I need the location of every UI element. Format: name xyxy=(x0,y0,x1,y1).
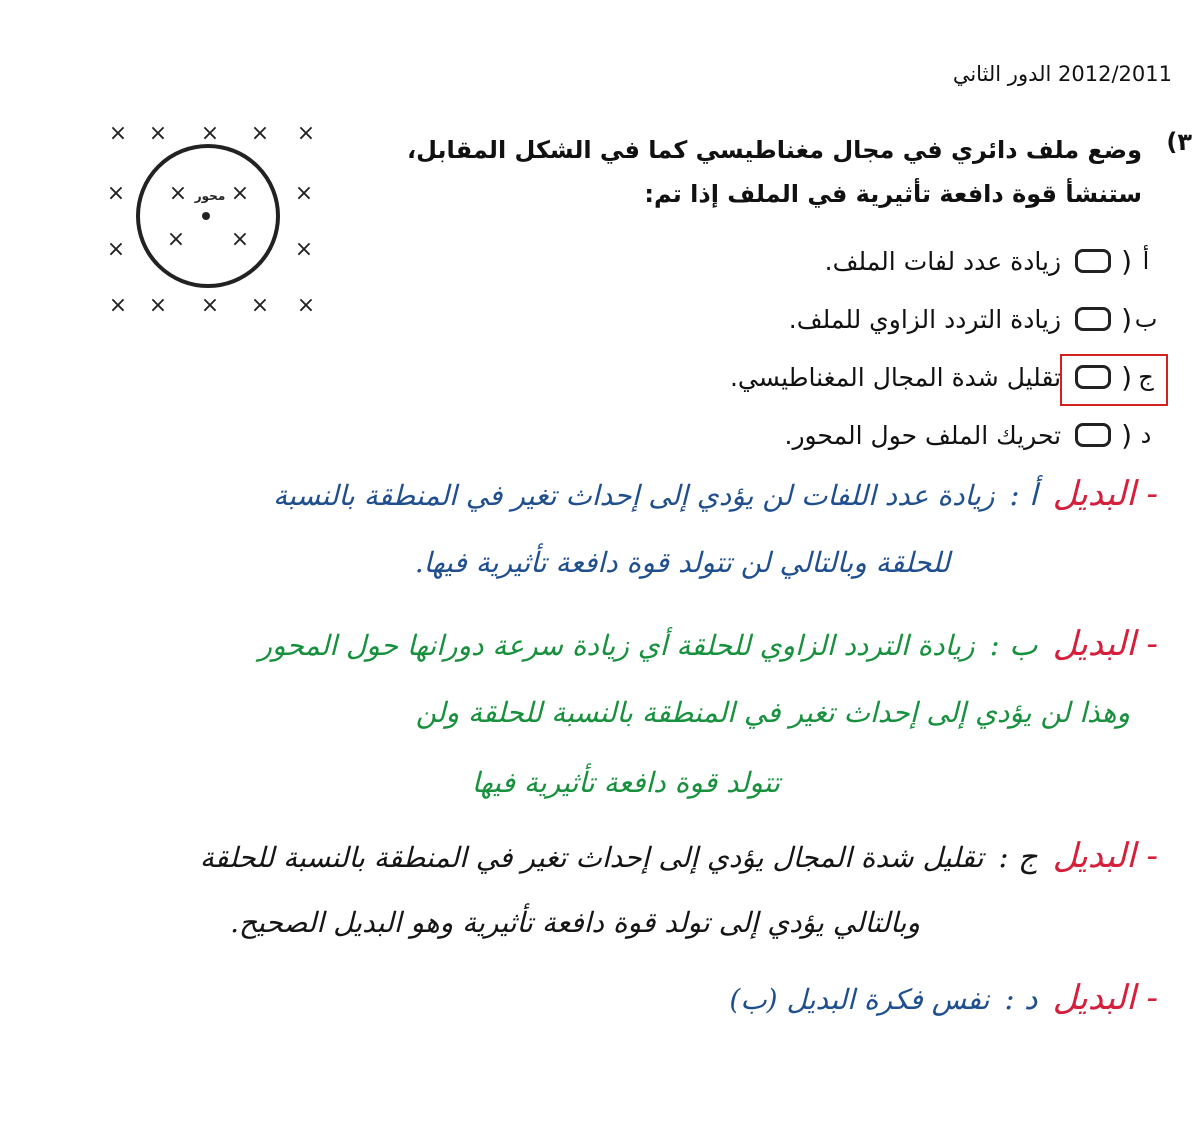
option-checkbox[interactable] xyxy=(1075,423,1111,447)
field-x-mark: × xyxy=(250,121,270,146)
option-letter: د xyxy=(1140,421,1152,449)
paren-glyph: ( xyxy=(1121,418,1132,452)
field-x-mark: × xyxy=(200,293,220,318)
field-x-mark: × xyxy=(250,293,270,318)
option-c[interactable] xyxy=(730,348,1160,406)
question-text-line: ستنشأ قوة دافعة تأثيرية في الملف إذا تم: xyxy=(644,180,1142,208)
options-list xyxy=(730,232,1160,464)
option-d[interactable] xyxy=(730,406,1160,464)
field-x-mark: × xyxy=(108,121,128,146)
answer-label: - البديل xyxy=(1052,474,1158,514)
answer-b-line-2: وهذا لن يؤدي إلى إحداث تغير في المنطقة بالنسبة للحلقة ولن xyxy=(415,696,1130,729)
field-x-mark: × xyxy=(296,293,316,318)
option-text: تحريك الملف حول المحور. xyxy=(784,420,1062,450)
answer-d-line-1 xyxy=(729,978,1158,1018)
option-letter: أ xyxy=(1142,247,1150,275)
option-text: زيادة التردد الزاوي للملف. xyxy=(788,304,1062,334)
field-x-mark: × xyxy=(296,121,316,146)
coil-in-magnetic-field-figure xyxy=(98,108,328,323)
answer-c-line-2: وبالتالي يؤدي إلى تولد قوة دافعة تأثيرية وهو البديل الصحيح. xyxy=(230,906,920,939)
option-letter: ج xyxy=(1138,363,1154,391)
question-block xyxy=(382,128,1192,216)
answer-label: - البديل xyxy=(1052,978,1158,1018)
option-a[interactable] xyxy=(730,232,1160,290)
answer-a-line-2: للحلقة وبالتالي لن تتولد قوة دافعة تأثيرية فيها. xyxy=(414,546,950,579)
coil-diagram xyxy=(98,108,328,323)
field-x-mark: × xyxy=(230,181,250,206)
answer-text: نفس فكرة البديل (ب) xyxy=(729,983,990,1016)
field-x-mark: × xyxy=(200,121,220,146)
answer-key: ج : xyxy=(998,840,1038,875)
paren-glyph: ( xyxy=(1121,244,1132,278)
field-x-mark: × xyxy=(294,237,314,262)
axis-label: محور xyxy=(194,189,226,203)
answer-text: تقليل شدة المجال يؤدي إلى إحداث تغير في المنطقة بالنسبة للحلقة xyxy=(199,841,984,874)
question-text-line: وضع ملف دائري في مجال مغناطيسي كما في الشكل المقابل، xyxy=(407,136,1142,164)
field-x-mark: × xyxy=(166,227,186,252)
option-letter: ب xyxy=(1134,305,1158,333)
option-checkbox[interactable] xyxy=(1075,249,1111,273)
answer-key: أ : xyxy=(1009,478,1038,513)
option-text: تقليل شدة المجال المغناطيسي. xyxy=(729,362,1062,392)
field-x-mark: × xyxy=(168,181,188,206)
answer-text: زيادة عدد اللفات لن يؤدي إلى إحداث تغير في المنطقة بالنسبة xyxy=(273,479,995,512)
answer-text: زيادة التردد الزاوي للحلقة أي زيادة سرعة دورانها حول المحور xyxy=(258,629,975,662)
answer-label: - البديل xyxy=(1052,836,1158,876)
field-x-mark: × xyxy=(230,227,250,252)
field-x-mark: × xyxy=(106,237,126,262)
answer-label: - البديل xyxy=(1052,624,1158,664)
field-x-mark: × xyxy=(106,181,126,206)
question-number: ٣) xyxy=(1166,128,1192,156)
answer-key: ب : xyxy=(989,628,1038,663)
field-x-mark: × xyxy=(148,293,168,318)
field-x-mark: × xyxy=(294,181,314,206)
answer-key: د : xyxy=(1004,982,1038,1017)
field-x-mark: × xyxy=(148,121,168,146)
field-x-mark: × xyxy=(108,293,128,318)
answer-b-line-3: تتولد قوة دافعة تأثيرية فيها xyxy=(471,766,780,799)
axis-point xyxy=(202,212,210,220)
answer-a-line-1 xyxy=(273,474,1158,514)
paren-glyph: ( xyxy=(1121,302,1132,336)
option-text: زيادة عدد لفات الملف. xyxy=(824,246,1062,276)
paren-glyph: ( xyxy=(1121,360,1132,394)
exam-session-title: 2012/2011 الدور الثاني xyxy=(952,62,1172,86)
selected-answer-highlight xyxy=(1060,354,1168,406)
option-b[interactable] xyxy=(730,290,1160,348)
answer-c-line-1 xyxy=(200,836,1158,876)
answer-b-line-1 xyxy=(258,624,1158,664)
option-checkbox[interactable] xyxy=(1075,307,1111,331)
